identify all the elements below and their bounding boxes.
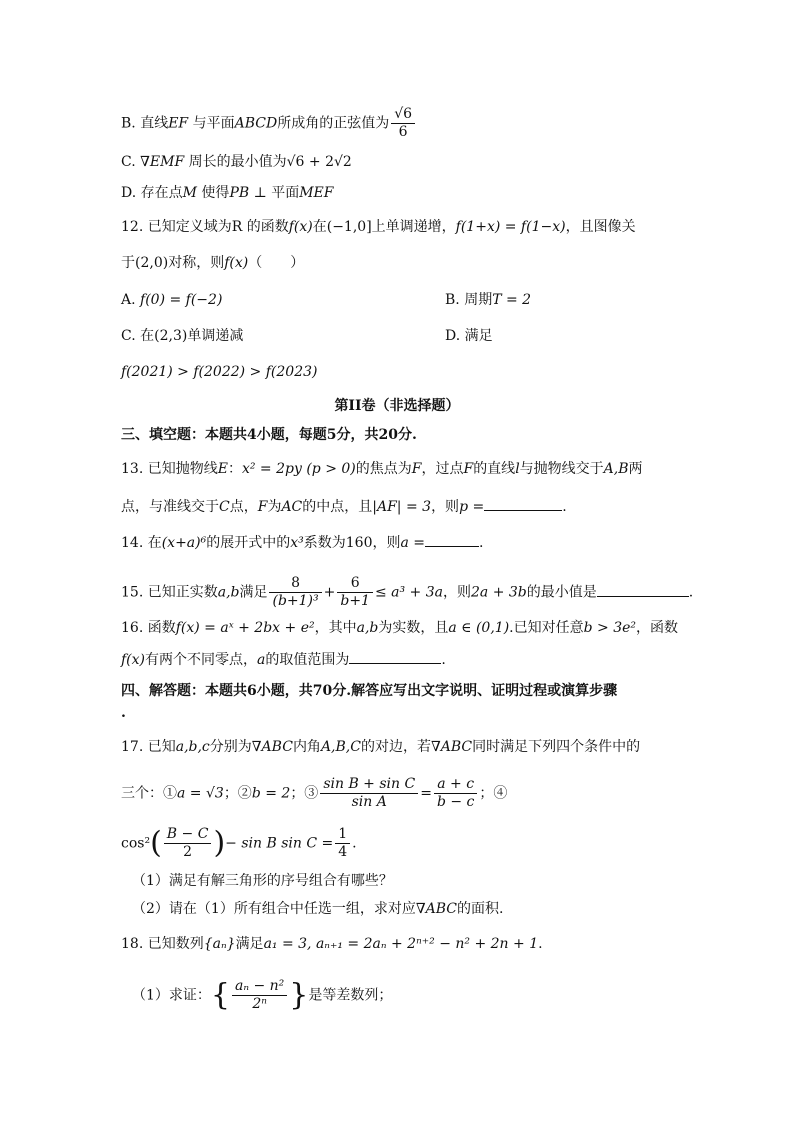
q12-option-d: D. 满足 bbox=[445, 328, 493, 344]
q15-answer-blank[interactable] bbox=[597, 582, 689, 597]
q13-answer-blank[interactable] bbox=[484, 496, 562, 511]
section4-title: 四、解答题：本题共6小题，共70分.解答应写出文字说明、证明过程或演算步骤 bbox=[121, 683, 618, 699]
q17-part1: （1）满足有解三角形的序号组合有哪些？ bbox=[132, 873, 393, 889]
q17-line3: cos²( $\frac{B - C}{2}$ )− sin B sin C = $\frac{1}{4}$ . bbox=[121, 825, 357, 861]
q12-stem-line1: 12. 已知定义域为R 的函数f(x)在(−1,0]上单调递增，f(1+x) = f(1−x)，且图像关 bbox=[121, 219, 636, 235]
q16-answer-blank[interactable] bbox=[349, 649, 441, 664]
q15-fraction-2: $\frac{6}{b+1}$ bbox=[337, 575, 373, 610]
q13-line2: 点，与准线交于C点，F为AC的中点，且|AF| = 3，则p = . bbox=[121, 496, 567, 517]
q13-line1: 13. 已知抛物线E：x² = 2py (p > 0)的焦点为F，过点F的直线l与抛物线交于A,B两 bbox=[121, 461, 643, 477]
q15-line: 15. 已知正实数a,b满足 $\frac{8}{\text{(b+1)³}}$ + $\frac{6}{b+1}$ ≤ a³ + 3a，则2a + 3b的最小值是 . bbox=[121, 575, 694, 609]
section4-title-dot: . bbox=[121, 705, 126, 721]
q12-option-b: B. 周期T = 2 bbox=[445, 292, 532, 308]
q18-part1: （1）求证：{ $\frac{\text{aₙ − n²}}{\text{2ⁿ}}$ }是等差数列； bbox=[132, 977, 393, 1013]
q12-option-d-expression: f(2021) > f(2022) > f(2023) bbox=[121, 364, 318, 380]
q12-option-c: C. 在(2,3)单调递减 bbox=[121, 328, 244, 344]
q12-option-a: A. f(0) = f(−2) bbox=[121, 292, 223, 308]
q16-line2: f(x)有两个不同零点，a的取值范围为 . bbox=[121, 649, 446, 670]
q17-line1: 17. 已知a,b,c分别为∇ABC内角A,B,C的对边，若∇ABC同时满足下列四个条件中的 bbox=[121, 739, 641, 755]
q11-option-b: B. 直线EF 与平面ABCD所成角的正弦值为 $\frac{√6}{6}$ bbox=[121, 106, 417, 141]
q14-answer-blank[interactable] bbox=[425, 532, 479, 547]
q15-fraction-1: $\frac{8}{\text{(b+1)³}}$ bbox=[269, 575, 321, 610]
section3-title: 三、填空题：本题共4小题，每题5分，共20分. bbox=[121, 427, 417, 443]
q17-fraction-sides: $\frac{a + c}{b - c}$ bbox=[434, 776, 477, 811]
q17-fraction-quarter: $\frac{1}{4}$ bbox=[335, 826, 350, 861]
q17-fraction-sin: $\frac{\text{sin B + sin C}}{\text{sin A}}$ bbox=[320, 776, 418, 811]
q16-line1: 16. 函数f(x) = aˣ + 2bx + e²，其中a,b为实数，且a ∈ (0,1).已知对任意b > 3e²，函数 bbox=[121, 620, 679, 636]
q17-line2: 三个：①a = √3；②b = 2；③ $\frac{\text{sin B + sin C}}{\text{sin A}}$ = $\frac{a + c}{b - c}$ ；④ bbox=[121, 776, 508, 810]
q11-option-d: D. 存在点M 使得PB ⊥ 平面MEF bbox=[121, 185, 334, 201]
q18-line1: 18. 已知数列{aₙ}满足a₁ = 3, aₙ₊₁ = 2aₙ + 2ⁿ⁺² − n² + 2n + 1. bbox=[121, 936, 543, 952]
q17-part2: （2）请在（1）所有组合中任选一组，求对应∇ABC的面积. bbox=[132, 901, 504, 917]
q14-line: 14. 在(x+a)⁶的展开式中的x³系数为160，则a = . bbox=[121, 532, 483, 553]
q18-fraction: $\frac{\text{aₙ − n²}}{\text{2ⁿ}}$ bbox=[232, 978, 287, 1013]
part2-title: 第II卷（非选择题） bbox=[334, 398, 460, 414]
q12-stem-line2: 于(2,0)对称，则f(x)（ ） bbox=[121, 255, 305, 271]
q11-option-c: C. ∇EMF 周长的最小值为√6 + 2√2 bbox=[121, 154, 352, 170]
q11-option-b-fraction: $\frac{√6}{6}$ bbox=[391, 106, 415, 141]
q17-fraction-half-angle: $\frac{B - C}{2}$ bbox=[164, 826, 212, 861]
